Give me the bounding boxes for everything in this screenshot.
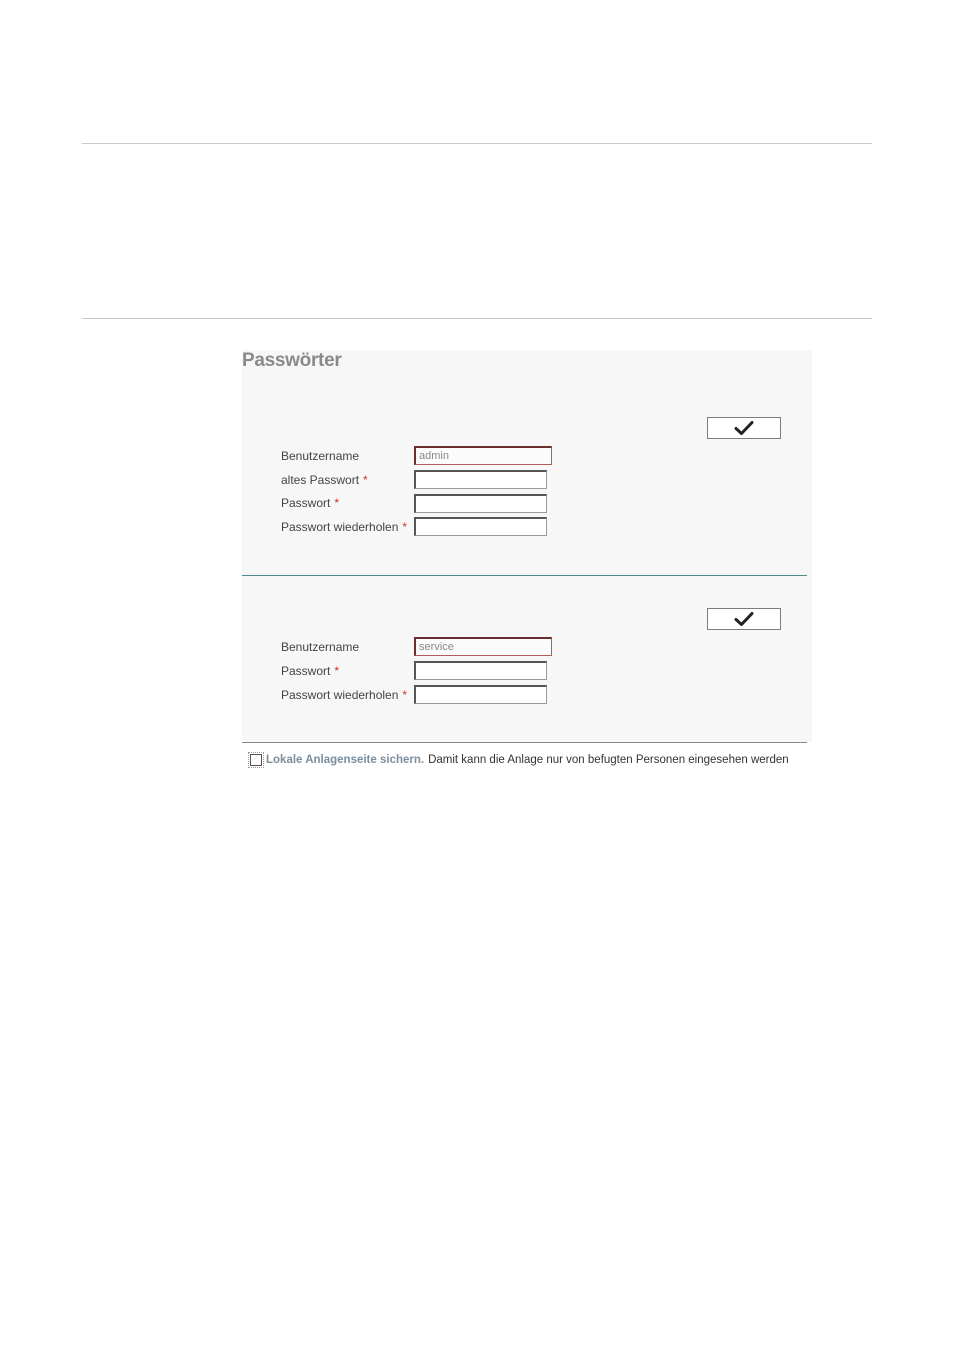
service-username-label: Benutzername bbox=[281, 640, 360, 654]
service-repeat-password-field[interactable] bbox=[414, 685, 547, 704]
admin-password-field[interactable] bbox=[414, 494, 547, 513]
passwords-panel bbox=[242, 350, 812, 742]
section-divider bbox=[82, 318, 872, 319]
admin-old-password-label bbox=[281, 473, 368, 487]
admin-repeat-password-field[interactable] bbox=[414, 517, 547, 536]
admin-password-label bbox=[281, 496, 339, 510]
required-marker: * bbox=[402, 688, 408, 702]
required-marker: * bbox=[402, 520, 408, 534]
admin-confirm-button[interactable] bbox=[707, 417, 781, 439]
service-repeat-password-label bbox=[281, 688, 407, 702]
section-separator bbox=[242, 575, 807, 576]
top-divider bbox=[82, 143, 872, 144]
service-password-label-text: Passwort bbox=[281, 664, 331, 678]
secure-option-description: Damit kann die Anlage nur von befugten Personen eingesehen werden bbox=[428, 754, 789, 766]
service-password-label bbox=[281, 664, 339, 678]
service-username-field[interactable] bbox=[414, 637, 552, 656]
secure-local-page-checkbox[interactable] bbox=[250, 754, 262, 766]
admin-old-password-label-text: altes Passwort bbox=[281, 473, 360, 487]
checkmark-icon bbox=[734, 611, 754, 627]
page-title: Passwörter bbox=[242, 350, 342, 371]
required-marker: * bbox=[334, 664, 340, 678]
bottom-separator bbox=[242, 742, 807, 743]
service-password-field[interactable] bbox=[414, 661, 547, 680]
secure-option-title: Lokale Anlagenseite sichern. bbox=[266, 754, 425, 766]
required-marker: * bbox=[334, 496, 340, 510]
required-marker: * bbox=[363, 473, 368, 487]
admin-repeat-password-label-text: Passwort wiederholen bbox=[281, 520, 399, 534]
admin-username-field[interactable] bbox=[414, 446, 552, 465]
admin-old-password-field[interactable] bbox=[414, 470, 547, 489]
admin-repeat-password-label bbox=[281, 520, 407, 534]
admin-username-label: Benutzername bbox=[281, 449, 360, 463]
service-repeat-password-label-text: Passwort wiederholen bbox=[281, 688, 399, 702]
service-confirm-button[interactable] bbox=[707, 608, 781, 630]
secure-local-page-option[interactable] bbox=[250, 754, 789, 766]
checkmark-icon bbox=[734, 420, 754, 436]
admin-password-label-text: Passwort bbox=[281, 496, 331, 510]
